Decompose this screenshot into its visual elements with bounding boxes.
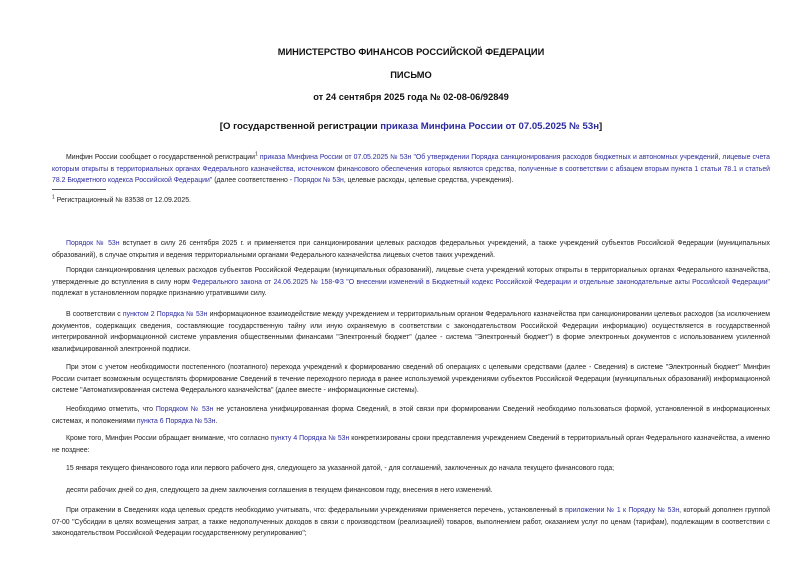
text: десяти рабочих дней со дня, следующего за днем заключения соглашения в текущем финансовом году, внесения в него изменений. bbox=[66, 487, 493, 494]
poryadok-53n-link[interactable]: Порядком № 53н bbox=[155, 406, 214, 413]
paragraph-deadlines bbox=[52, 433, 770, 456]
text: В соответствии с bbox=[66, 311, 123, 318]
text: При отражении в Сведениях кода целевых средств необходимо учитывать, что: федеральными учреждениями применяется перечень, установленный в bbox=[66, 507, 566, 514]
poryadok-53n-link[interactable]: Порядок № 53н bbox=[294, 177, 344, 185]
footnote-text: Регистрационный № 83538 от 12.09.2025. bbox=[54, 197, 191, 204]
document-date-number: от 24 сентября 2025 года № 02-08-06/92849 bbox=[313, 92, 509, 102]
subject-suffix: ] bbox=[599, 121, 603, 132]
paragraph-form bbox=[52, 404, 770, 427]
poryadok-53n-link[interactable]: Порядок № 53н bbox=[66, 240, 120, 247]
paragraph-deadline-1 bbox=[52, 463, 770, 475]
text: 15 января текущего финансового года или первого рабочего дня, следующего за указанной датой, - для соглашений, заключенных до начала текущего финансового года; bbox=[66, 465, 615, 472]
paragraph-transition bbox=[52, 362, 770, 397]
paragraph-target-codes bbox=[52, 505, 770, 540]
text: (далее соответственно - bbox=[212, 177, 294, 185]
appendix-1-link[interactable]: приложении № 1 к Порядку № 53н bbox=[565, 507, 680, 514]
text: Необходимо отметить, что bbox=[66, 406, 156, 413]
paragraph-effective-date bbox=[52, 238, 770, 261]
paragraph-deadline-2 bbox=[52, 485, 770, 497]
paragraph-interaction bbox=[52, 309, 770, 355]
paragraph-registration bbox=[52, 152, 770, 187]
footnote-divider bbox=[52, 189, 106, 190]
footnote-marker[interactable]: 1 bbox=[254, 151, 258, 158]
text: Минфин России сообщает о государственной регистрации bbox=[66, 154, 255, 161]
point-6-link[interactable]: пункта 6 Порядка № 53н bbox=[136, 417, 216, 425]
point-4-link[interactable]: пункту 4 Порядка № 53н bbox=[270, 435, 350, 442]
subject-order-link[interactable]: приказа Минфина России от 07.05.2025 № 53н bbox=[380, 121, 600, 132]
text: , целевые расходы, целевые средства, учреждения). bbox=[343, 177, 514, 185]
footnote bbox=[52, 195, 770, 207]
text: информационное взаимодействие между учреждением и территориальным органом Федерального казначейства при санкционировании целевых расходов (за исключением документов, содержащих сведения, составляющие государственную тайну или иную охраняемую в соответствии с законодательством Российской Федерации информацию) осуществляется в государственной интегрированной информационной системе управления общественными финансами "Электронный бюджет" (далее - система "Электронный бюджет") в форме электронных документов с использованием усиленной квалифицированной электронной подписи. bbox=[52, 311, 771, 353]
text: При этом с учетом необходимости постепенного (поэтапного) перехода учреждений к формированию сведений об операциях с целевыми средствами (далее - Сведения) в системе "Электронный бюджет" Минфин России считает возможным осуществлять формирование Сведений в течение переходного периода в ранее используемой учреждениями субъектов Российской Федерации (муниципальных образований) информационной системе "Автоматизированная система Федерального казначейства" (далее вместе - информационные системы). bbox=[52, 364, 770, 395]
paragraph-regional-orders bbox=[52, 265, 770, 300]
document-type: ПИСЬМО bbox=[390, 70, 432, 80]
subject-prefix: [О государственной регистрации bbox=[219, 121, 381, 132]
text: не установлена унифицированная форма Сведений, в этой связи при формировании Сведений необходимо пользоваться формой, установленной в информационных системах, и положениями bbox=[52, 406, 771, 425]
text: Кроме того, Минфин России обращает внимание, что согласно bbox=[66, 435, 271, 442]
order-53n-link[interactable]: приказа Минфина России от 07.05.2025 № 53н "Об утверждении Порядка санкционирования расходов бюджетных и автономных учреждений, лицевые счета которым открыты в территориальных органах Федерального казначейства, источником финансового обеспечения которых являются средства, полученные в соответствии с абзацем вторым пункта 1 статьи 78.1 и статьей 78.2 Бюджетного кодекса Российской Федерации" bbox=[52, 154, 771, 185]
text: . bbox=[215, 417, 218, 425]
text: вступает в силу 26 сентября 2025 г. и применяется при санкционировании целевых расходов федеральных учреждений, а также учреждений субъектов Российской Федерации (муниципальных образований), в случае открытия и ведения территориальными органами Федерального казначейства лицевых счетов таких учреждений. bbox=[52, 240, 770, 259]
ministry-heading: МИНИСТЕРСТВО ФИНАНСОВ РОССИЙСКОЙ ФЕДЕРАЦИИ bbox=[277, 47, 545, 57]
federal-law-158fz-link[interactable]: Федерального закона от 24.06.2025 № 158-ФЗ "О внесении изменений в Бюджетный кодекс Российской Федерации и отдельные законодательные акты Российской Федерации" bbox=[192, 278, 770, 286]
point-2-link[interactable]: пунктом 2 Порядка № 53н bbox=[122, 311, 208, 318]
text: Порядки санкционирования целевых расходов субъектов Российской Федерации (муниципальных образований), лицевые счета учреждений которых открыты в территориальных органах Федерального казначейства, утвержденные до вступления в силу норм bbox=[52, 267, 770, 286]
document-subject bbox=[52, 121, 770, 132]
footnote-number: 1 bbox=[52, 194, 55, 201]
text: конкретизированы сроки представления учреждением Сведений в территориальный орган Федерального казначейства, а именно не позднее: bbox=[52, 435, 770, 454]
text: , который дополнен группой 07-00 "Субсидии в целях возмещения затрат, а также недополученных доходов в связи с производством (реализацией) товаров, выполнением работ, оказанием услуг по ценам (тарифам), подлежащим в соответствии с законодательством Российской Федерации государственному регулированию"; bbox=[52, 507, 770, 538]
text: подлежат в установленном порядке признанию утратившими силу. bbox=[52, 290, 267, 298]
